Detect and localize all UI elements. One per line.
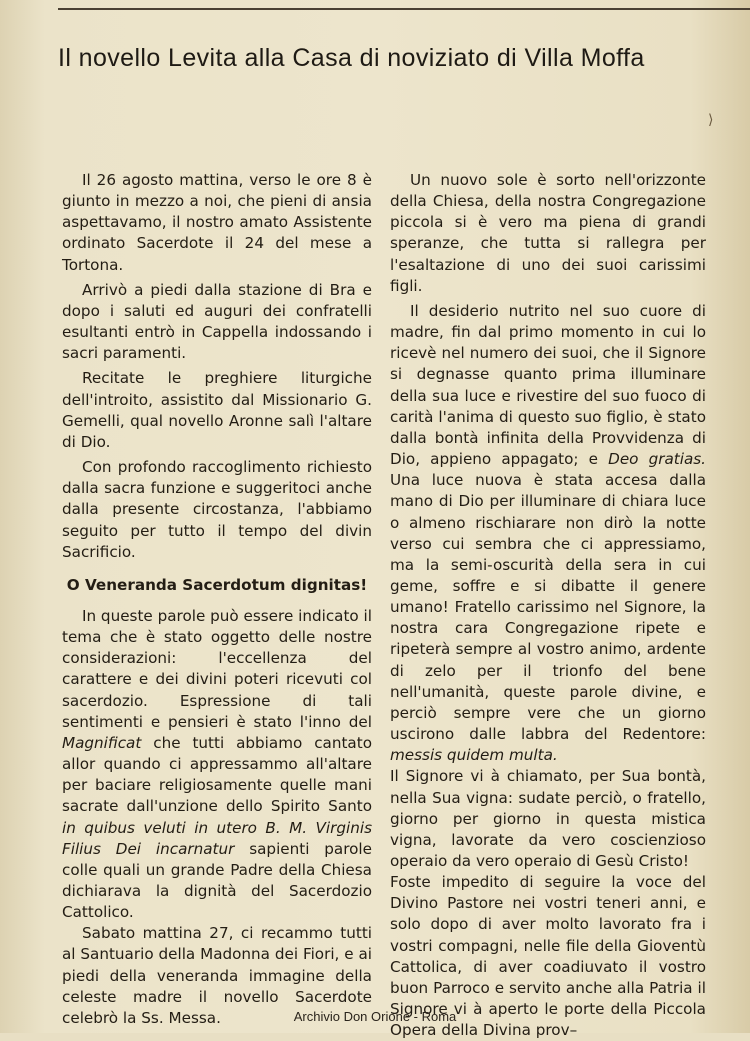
- paragraph-shepherd: Foste impedito di seguire la voce del Divino Pastore nei vostri teneri anni, e solo dopo di aver molto lavorato fra i vostri compagni, nelle file della Gioventù Cattolica, di aver coadiuvato il vostro buon Parroco e servito anche alla Patria il Signore vi à aperto le porte della Piccola Opera della Divina prov–: [390, 873, 706, 1040]
- paragraph-recollection: Con profondo raccoglimento richiesto dalla sacra funzione e suggeritoci anche dalla presente circostanza, l'abbiamo seguito per tutto il tempo del divin Sacrificio.: [62, 458, 372, 561]
- right-column: [390, 170, 706, 1041]
- paragraph-introit: Recitate le preghiere liturgiche dell'introito, assistito dal Missionario G. Gemelli, qual novello Aronne salì l'altare di Dio.: [62, 369, 372, 451]
- paragraph-dignity: In queste parole può essere indicato il tema che è stato oggetto delle nostre considerazioni: l'eccellenza del carattere e dei divini poteri ricevuti col sacerdozio. Espressione di tali sentimenti e pensieri è stato l'inno del Magnificat che tutti abbiamo cantato allor quando ci appressammo all'altare per baciare religiosamente quelle mani sacrate dall'unzione dello Spirito Santo in quibus veluti in utero B. M. Virginis Filius Dei incarnatur sapienti parole colle quali un grande Padre della Chiesa dichiarava la dignità del Sacerdozio Cattolico.: [62, 606, 372, 922]
- top-rule: [58, 8, 750, 10]
- paragraph-vineyard: Il Signore vi à chiamato, per Sua bontà, nella Sua vigna: sudate perciò, o fratello, giorno per giorno in questa mistica vigna, lavorate da vero coscienzioso operaio da vero operaio di Gesù Cristo!: [390, 767, 706, 870]
- paragraph-chapel: Arrivò a piedi dalla stazione di Bra e dopo i saluti ed auguri dei confratelli esultanti entrò in Cappella indossando i sacri paramenti.: [62, 280, 372, 363]
- section-heading: O Veneranda Sacerdotum dignitas!: [66, 575, 368, 594]
- paragraph-desire: Il desiderio nutrito nel suo cuore di madre, fin dal primo momento in cui lo ricevè nel numero dei suoi, che il Signore si degnasse quanto prima illuminare della sua luce e rivestire del suo fuoco di carità l'anima di questo suo figlio, è stato dalla bontà infinita della Provvidenza di Dio, appieno appagato; e Deo gratias. Una luce nuova è stata accesa dalla mano di Dio per illuminare di chiara luce o almeno rischiarare non dirò la notte verso cui sembra che ci appressiamo, ma la semi-oscurità della sera in cui geme, soffre e si dibatte il genere umano! Fratello carissimo nel Signore, la nostra cara Congregazione ripete e ripeterà sempre al vostro animo, ardente di zelo per il trionfo del bene nell'umanità, queste parole divine, e perciò sempre vere che un giorno uscirono dalle labbra del Redentore: messis quidem multa.: [390, 301, 707, 765]
- paragraph-sanctuary: Sabato mattina 27, ci recammo tutti al Santuario della Madonna dei Fiori, e ai piedi della veneranda immagine della celeste madre il novello Sacerdote celebrò la Ss. Messa.: [62, 924, 372, 1027]
- margin-mark: ⟩: [708, 112, 714, 128]
- paragraph-new-sun: Un nuovo sole è sorto nell'orizzonte della Chiesa, della nostra Congregazione piccola si è vero ma piena di grandi speranze, che tutta si rallegra per l'esaltazione di uno dei suoi carissimi figli.: [390, 171, 706, 295]
- left-column: [62, 170, 372, 1029]
- paragraph-arrival: Il 26 agosto mattina, verso le ore 8 è giunto in mezzo a noi, che pieni di ansia aspettavamo, il nostro amato Assistente ordinato Sacerdote il 24 del mese a Tortona.: [62, 171, 372, 274]
- archive-footer: Archivio Don Orione - Roma: [293, 1009, 457, 1024]
- article-title: Il novello Levita alla Casa di noviziato di Villa Moffa: [58, 44, 645, 72]
